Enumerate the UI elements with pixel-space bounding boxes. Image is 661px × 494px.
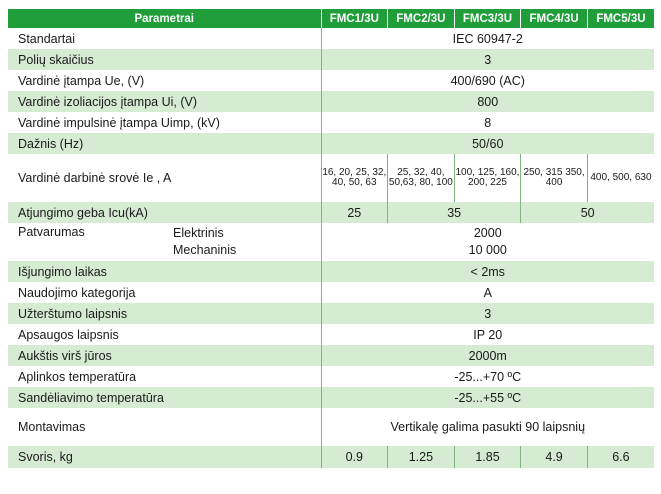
- header-model-1: FMC1/3U: [321, 9, 388, 28]
- row-label: Aukštis virš jūros: [8, 345, 321, 366]
- ie-value-5: 400, 500, 630: [587, 154, 654, 202]
- row-standartai: [8, 28, 654, 49]
- row-value: -25...+55 ºC: [321, 387, 654, 408]
- spec-table: [8, 9, 654, 468]
- ie-value-1: 16, 20, 25, 32, 40, 50, 63: [321, 154, 388, 202]
- row-sandeliavimo: [8, 387, 654, 408]
- row-value: 8: [321, 112, 654, 133]
- row-uzterstumo: [8, 303, 654, 324]
- row-icu: [8, 202, 654, 223]
- row-label: Montavimas: [8, 408, 321, 446]
- row-ie: [8, 154, 654, 202]
- row-label: Aplinkos temperatūra: [8, 366, 321, 387]
- row-label: Sandėliavimo temperatūra: [8, 387, 321, 408]
- icu-value-3: 50: [521, 202, 654, 223]
- patvarumas-sub-elektrinis: Elektrinis: [173, 226, 224, 240]
- row-apsaugos: [8, 324, 654, 345]
- row-value: IEC 60947-2: [321, 28, 654, 49]
- patvarumas-label: Patvarumas: [18, 225, 85, 239]
- row-ui: [8, 91, 654, 112]
- row-label: Užterštumo laipsnis: [8, 303, 321, 324]
- ie-value-4: 250, 315 350, 400: [521, 154, 588, 202]
- svoris-value-5: 6.6: [587, 446, 654, 468]
- row-value: 3: [321, 303, 654, 324]
- row-kategorija: [8, 282, 654, 303]
- row-label: Išjungimo laikas: [8, 261, 321, 282]
- row-label: Svoris, kg: [8, 446, 321, 468]
- row-label: Apsaugos laipsnis: [8, 324, 321, 345]
- header-model-4: FMC4/3U: [521, 9, 588, 28]
- row-value: 50/60: [321, 133, 654, 154]
- row-ue: [8, 70, 654, 91]
- row-poliu: [8, 49, 654, 70]
- row-isjungimo: [8, 261, 654, 282]
- row-value: 3: [321, 49, 654, 70]
- row-value: 800: [321, 91, 654, 112]
- icu-value-1: 25: [321, 202, 388, 223]
- patvarumas-val-elektrinis: 2000: [473, 226, 502, 240]
- spec-table-wrapper: [8, 9, 654, 468]
- row-label: Dažnis (Hz): [8, 133, 321, 154]
- row-aplinkos: [8, 366, 654, 387]
- row-label: Naudojimo kategorija: [8, 282, 321, 303]
- row-uimp: [8, 112, 654, 133]
- svoris-value-4: 4.9: [521, 446, 588, 468]
- row-patvarumas: [8, 223, 654, 261]
- ie-value-2: 25, 32, 40, 50,63, 80, 100: [388, 154, 455, 202]
- row-label: Vardinė įtampa Ue, (V): [8, 70, 321, 91]
- icu-value-2: 35: [388, 202, 521, 223]
- row-value: 400/690 (AC): [321, 70, 654, 91]
- row-label: Vardinė izoliacijos įtampa Ui, (V): [8, 91, 321, 112]
- row-value: 2000m: [321, 345, 654, 366]
- row-label: Vardinė darbinė srovė Ie , A: [8, 154, 321, 202]
- row-label: Atjungimo geba Icu(kA): [8, 202, 321, 223]
- header-parametrai: Parametrai: [8, 9, 321, 28]
- svoris-value-3: 1.85: [454, 446, 521, 468]
- row-label: Vardinė impulsinė įtampa Uimp, (kV): [8, 112, 321, 133]
- row-value: [321, 223, 654, 261]
- svoris-value-2: 1.25: [388, 446, 455, 468]
- row-value: A: [321, 282, 654, 303]
- row-label: Standartai: [8, 28, 321, 49]
- header-model-3: FMC3/3U: [454, 9, 521, 28]
- header-model-5: FMC5/3U: [587, 9, 654, 28]
- row-label: [8, 223, 321, 261]
- row-montavimas: [8, 408, 654, 446]
- ie-value-3: 100, 125, 160, 200, 225: [454, 154, 521, 202]
- row-value: -25...+70 ºC: [321, 366, 654, 387]
- row-value: Vertikalę galima pasukti 90 laipsnių: [321, 408, 654, 446]
- row-aukstis: [8, 345, 654, 366]
- patvarumas-val-mechaninis: 10 000: [468, 243, 507, 257]
- row-svoris: [8, 446, 654, 468]
- header-model-2: FMC2/3U: [388, 9, 455, 28]
- row-value: < 2ms: [321, 261, 654, 282]
- row-daznis: [8, 133, 654, 154]
- row-label: Polių skaičius: [8, 49, 321, 70]
- svoris-value-1: 0.9: [321, 446, 388, 468]
- header-row: [8, 9, 654, 28]
- patvarumas-sub-mechaninis: Mechaninis: [173, 243, 237, 257]
- row-value: IP 20: [321, 324, 654, 345]
